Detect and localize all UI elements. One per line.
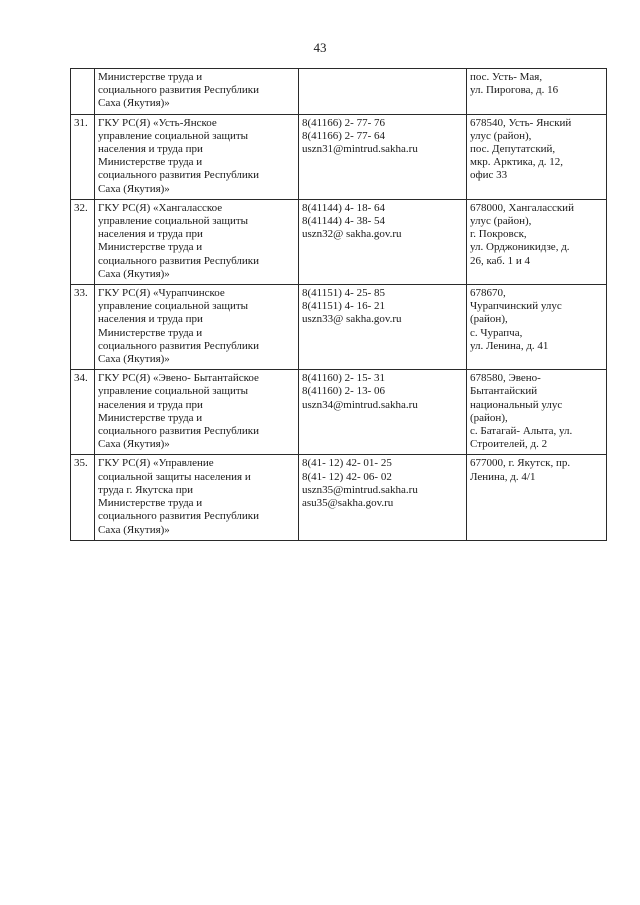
email-link[interactable]: uszn32@ sakha.gov.ru xyxy=(302,228,402,241)
address-line: офис 33 xyxy=(470,169,508,182)
organization-name-line: Саха (Якутия)» xyxy=(98,97,170,110)
address-line: улус (район), xyxy=(470,215,532,228)
email-link[interactable]: asu35@sakha.gov.ru xyxy=(302,497,394,510)
organization-name-line: Саха (Якутия)» xyxy=(98,182,170,195)
row-number: 33. xyxy=(71,285,95,370)
organization-name-cell xyxy=(95,455,299,540)
address-line: пос. Усть- Мая, xyxy=(470,71,543,83)
row-number: 35. xyxy=(71,455,95,540)
address-line: Чурапчинский улус xyxy=(470,300,562,313)
contacts-table xyxy=(70,68,607,541)
organization-name-cell xyxy=(95,285,299,370)
organization-name-line: социального развития Республики xyxy=(98,339,260,352)
table-row xyxy=(71,285,607,370)
email-link[interactable]: uszn33@ sakha.gov.ru xyxy=(302,313,402,326)
address-line: ул. Ленина, д. 41 xyxy=(470,339,549,352)
organization-name-line: управление социальной защиты xyxy=(98,129,249,142)
address-line: национальный улус xyxy=(470,398,563,411)
address-line: 678540, Усть- Янский xyxy=(470,116,572,129)
contacts-cell xyxy=(299,285,467,370)
phone-number: 8(41160) 2- 15- 31 xyxy=(302,372,385,385)
address-line: 678670, xyxy=(470,287,506,300)
phone-number: 8(41- 12) 42- 01- 25 xyxy=(302,457,392,470)
phone-number: 8(41144) 4- 18- 64 xyxy=(302,201,385,214)
address-line: 677000, г. Якутск, пр. xyxy=(470,457,571,470)
email-link[interactable]: uszn34@mintrud.sakha.ru xyxy=(302,398,418,411)
organization-name-line: Саха (Якутия)» xyxy=(98,523,170,536)
organization-name-line: населения и труда при xyxy=(98,398,203,411)
address-line: 678580, Эвено- xyxy=(470,372,541,385)
organization-name-cell xyxy=(95,370,299,455)
organization-name-line: труда г. Якутска при xyxy=(98,483,194,496)
phone-number: 8(41144) 4- 38- 54 xyxy=(302,215,385,228)
organization-name-line: Министерстве труда и xyxy=(98,326,203,339)
address-line: Строителей, д. 2 xyxy=(470,438,548,451)
contacts-cell xyxy=(299,114,467,199)
phone-number: 8(41166) 2- 77- 64 xyxy=(302,129,385,142)
organization-name-line: ГКУ РС(Я) «Чурапчинское xyxy=(98,287,225,300)
table-row xyxy=(71,114,607,199)
organization-name-line: населения и труда при xyxy=(98,228,203,241)
organization-name-line: Министерстве труда и xyxy=(98,411,203,424)
phone-number: 8(41151) 4- 25- 85 xyxy=(302,287,385,300)
organization-name-line: ГКУ РС(Я) «Хангаласское xyxy=(98,201,223,214)
row-number xyxy=(71,69,95,115)
phone-number: 8(41160) 2- 13- 06 xyxy=(302,385,385,398)
organization-name-line: населения и труда при xyxy=(98,143,203,156)
organization-name-line: социального развития Республики xyxy=(98,425,260,438)
address-cell xyxy=(467,370,607,455)
address-line: улус (район), xyxy=(470,129,532,142)
address-line: (район), xyxy=(470,411,508,424)
address-line: 26, каб. 1 и 4 xyxy=(470,254,531,267)
address-line: 678000, Хангаласский xyxy=(470,201,574,214)
address-line: мкр. Арктика, д. 12, xyxy=(470,156,564,169)
address-line: ул. Орджоникидзе, д. xyxy=(470,241,570,254)
address-line: Бытантайский xyxy=(470,385,538,398)
organization-name-line: ГКУ РС(Я) «Эвено- Бытантайское xyxy=(98,372,259,385)
organization-name-line: Саха (Якутия)» xyxy=(98,353,170,366)
table-row xyxy=(71,455,607,540)
organization-name-line: ГКУ РС(Я) «Управление xyxy=(98,457,214,470)
address-cell xyxy=(467,285,607,370)
address-line: г. Покровск, xyxy=(470,228,527,241)
organization-name-cell xyxy=(95,114,299,199)
organization-name-line: социальной защиты населения и xyxy=(98,470,251,483)
table-row xyxy=(71,370,607,455)
organization-name-line: управление социальной защиты xyxy=(98,300,249,313)
row-number: 34. xyxy=(71,370,95,455)
phone-number: 8(41151) 4- 16- 21 xyxy=(302,300,385,313)
contacts-cell xyxy=(299,370,467,455)
organization-name-cell xyxy=(95,69,299,115)
address-cell xyxy=(467,455,607,540)
organization-name-line: социального развития Республики xyxy=(98,169,260,182)
organization-name-cell xyxy=(95,199,299,284)
email-link[interactable]: uszn35@mintrud.sakha.ru xyxy=(302,483,418,496)
organization-name-line: Министерстве труда и xyxy=(98,241,203,254)
address-line: (район), xyxy=(470,313,508,326)
table-row xyxy=(71,69,607,115)
address-line: Ленина, д. 4/1 xyxy=(470,470,536,483)
page-number: 43 xyxy=(313,40,327,55)
table-row xyxy=(71,199,607,284)
organization-name-line: Саха (Якутия)» xyxy=(98,438,170,451)
organization-name-line: управление социальной защиты xyxy=(98,385,249,398)
contacts-cell xyxy=(299,455,467,540)
organization-name-line: Министерстве труда и xyxy=(98,497,203,510)
row-number: 32. xyxy=(71,199,95,284)
organization-name-line: ГКУ РС(Я) «Усть-Янское xyxy=(98,116,217,129)
organization-name-line: социального развития Республики xyxy=(98,84,260,97)
address-cell xyxy=(467,114,607,199)
organization-name-line: Министерстве труда и xyxy=(98,71,203,83)
organization-name-line: социального развития Республики xyxy=(98,510,260,523)
address-line: с. Батагай- Алыта, ул. xyxy=(470,425,573,438)
email-link[interactable]: uszn31@mintrud.sakha.ru xyxy=(302,143,418,156)
phone-number: 8(41166) 2- 77- 76 xyxy=(302,116,385,129)
address-cell xyxy=(467,199,607,284)
address-cell xyxy=(467,69,607,115)
phone-number: 8(41- 12) 42- 06- 02 xyxy=(302,470,392,483)
organization-name-line: Министерстве труда и xyxy=(98,156,203,169)
address-line: пос. Депутатский, xyxy=(470,143,556,156)
row-number: 31. xyxy=(71,114,95,199)
contacts-cell xyxy=(299,199,467,284)
contacts-table-body xyxy=(71,69,607,541)
organization-name-line: социального развития Республики xyxy=(98,254,260,267)
contacts-cell xyxy=(299,69,467,115)
organization-name-line: Саха (Якутия)» xyxy=(98,267,170,280)
address-line: ул. Пирогова, д. 16 xyxy=(470,84,559,97)
organization-name-line: населения и труда при xyxy=(98,313,203,326)
organization-name-line: управление социальной защиты xyxy=(98,215,249,228)
address-line: с. Чурапча, xyxy=(470,326,523,339)
